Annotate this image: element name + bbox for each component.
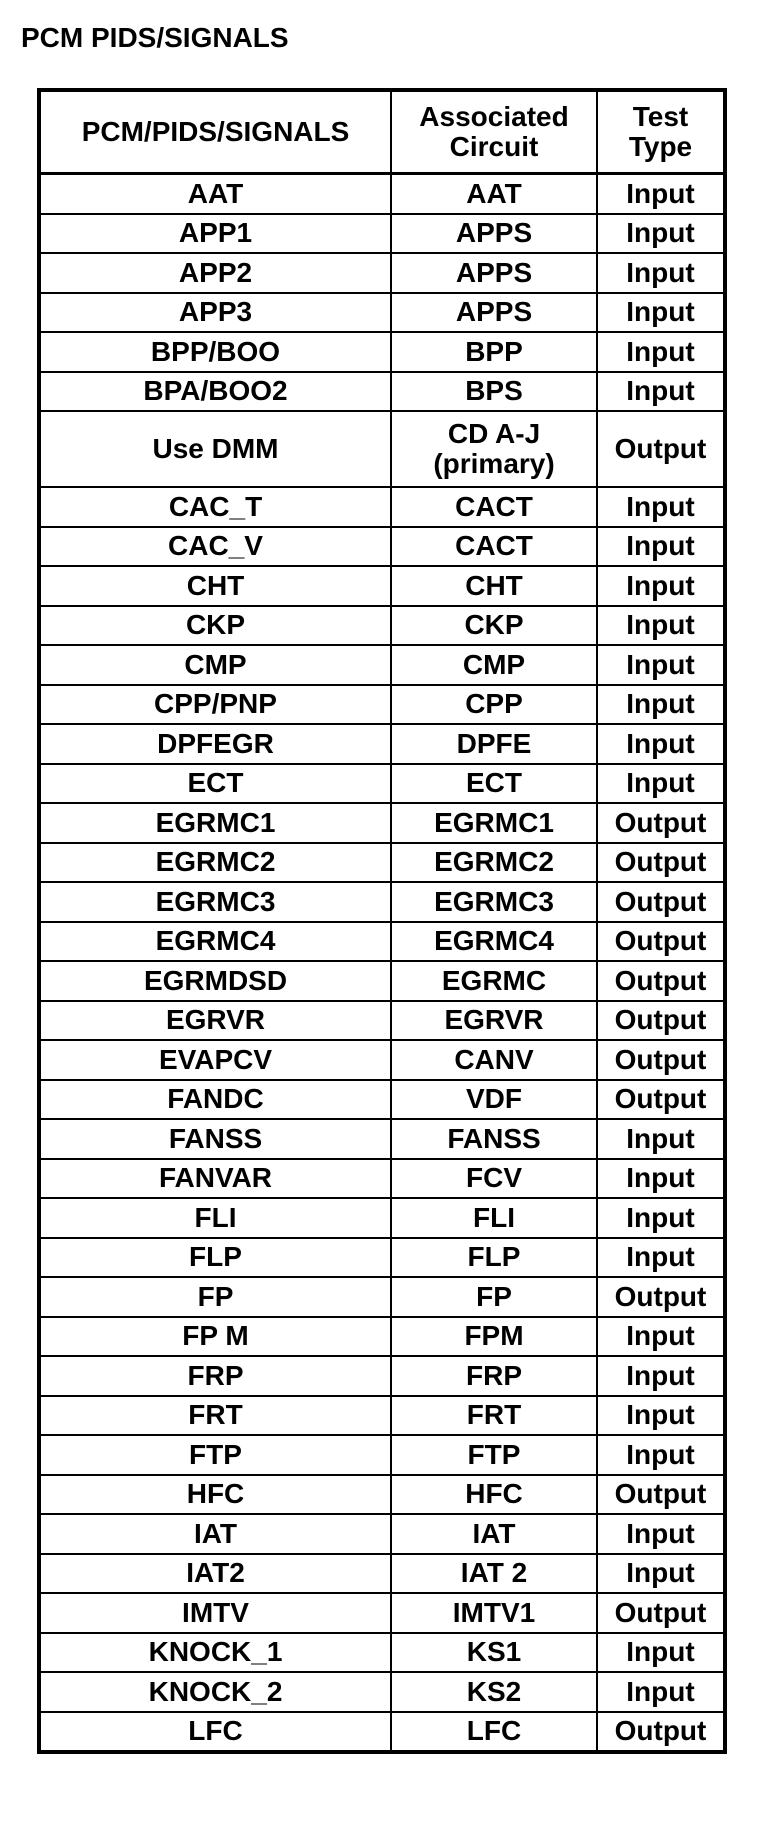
table-row (39, 843, 725, 883)
test-type-cell (597, 1317, 725, 1357)
test-type-value: Input (626, 256, 695, 288)
test-type-value: Output (614, 1478, 707, 1510)
pid-cell (39, 1277, 391, 1317)
pid-value: FANDC (167, 1083, 264, 1115)
circuit-cell (391, 332, 597, 372)
test-type-cell (597, 1475, 725, 1515)
test-type-cell (597, 1238, 725, 1278)
table-row (39, 372, 725, 412)
table-row (39, 724, 725, 764)
pid-value: CPP/PNP (154, 688, 277, 720)
circuit-cell (391, 527, 597, 567)
table-row (39, 527, 725, 567)
test-type-cell (597, 253, 725, 293)
test-type-cell (597, 606, 725, 646)
test-type-cell (597, 724, 725, 764)
pid-cell (39, 214, 391, 254)
pid-value: FTP (189, 1438, 242, 1470)
test-type-value: Input (626, 335, 695, 367)
test-type-value: Output (614, 1004, 707, 1036)
table-row (39, 1159, 725, 1199)
test-type-value: Input (626, 767, 695, 799)
table-body (39, 174, 725, 1753)
pid-cell (39, 1159, 391, 1199)
test-type-value: Input (626, 609, 695, 641)
test-type-cell (597, 645, 725, 685)
circuit-value: APPS (455, 217, 533, 249)
pid-value: EVAPCV (158, 1043, 273, 1075)
test-type-cell (597, 1159, 725, 1199)
circuit-cell (391, 214, 597, 254)
pid-cell (39, 527, 391, 567)
circuit-value: AAT (466, 177, 522, 209)
test-type-cell (597, 293, 725, 333)
circuit-cell (391, 1356, 597, 1396)
circuit-cell (391, 1593, 597, 1633)
circuit-cell (391, 803, 597, 843)
pid-value: EGRMC4 (155, 925, 276, 957)
circuit-cell (391, 1238, 597, 1278)
test-type-value: Output (614, 964, 707, 996)
test-type-value: Input (626, 375, 695, 407)
circuit-value: DPFE (456, 727, 532, 759)
circuit-value: IAT 2 (460, 1557, 528, 1589)
test-type-cell (597, 566, 725, 606)
pid-cell (39, 1475, 391, 1515)
circuit-cell (391, 411, 597, 487)
pid-value: FANSS (168, 1122, 263, 1154)
circuit-value: CKP (464, 609, 524, 641)
circuit-cell (391, 1475, 597, 1515)
pid-value: APP2 (178, 256, 253, 288)
table-row (39, 685, 725, 725)
pid-value: BPA/BOO2 (143, 375, 288, 407)
pid-cell (39, 253, 391, 293)
circuit-value: FPM (464, 1320, 524, 1352)
test-type-cell (597, 1001, 725, 1041)
pid-cell (39, 922, 391, 962)
circuit-cell (391, 1080, 597, 1120)
test-type-value: Input (626, 1675, 695, 1707)
table-row (39, 1435, 725, 1475)
test-type-value: Output (614, 1280, 707, 1312)
pid-cell (39, 1080, 391, 1120)
pid-value: CMP (184, 648, 247, 680)
pid-cell (39, 293, 391, 333)
test-type-value: Input (626, 1359, 695, 1391)
page-title: PCM PIDS/SIGNALS (21, 22, 289, 53)
pid-value: APP1 (178, 217, 253, 249)
pid-cell (39, 1514, 391, 1554)
test-type-value: Input (626, 1557, 695, 1589)
pid-cell (39, 1672, 391, 1712)
test-type-cell (597, 882, 725, 922)
pid-cell (39, 566, 391, 606)
table-row (39, 332, 725, 372)
table-header-row (39, 90, 725, 174)
circuit-cell (391, 961, 597, 1001)
test-type-cell (597, 1672, 725, 1712)
pid-cell (39, 1396, 391, 1436)
circuit-cell (391, 1712, 597, 1753)
pid-value: IMTV (182, 1596, 249, 1628)
test-type-value: Input (626, 530, 695, 562)
circuit-cell (391, 174, 597, 214)
circuit-value: KS1 (466, 1636, 522, 1668)
pid-value: EGRMC2 (155, 846, 276, 878)
table-row (39, 1277, 725, 1317)
pid-cell (39, 843, 391, 883)
pid-cell (39, 1593, 391, 1633)
table-row (39, 1040, 725, 1080)
pid-cell (39, 411, 391, 487)
table-row (39, 293, 725, 333)
pid-cell (39, 1198, 391, 1238)
test-type-cell (597, 764, 725, 804)
header-associated-circuit-line2: Circuit (449, 131, 539, 162)
circuit-cell (391, 1001, 597, 1041)
pid-cell (39, 882, 391, 922)
test-type-cell (597, 411, 725, 487)
test-type-cell (597, 922, 725, 962)
table-row (39, 645, 725, 685)
header-pid-signals-label: PCM/PIDS/SIGNALS (81, 116, 350, 147)
circuit-value: EGRMC3 (434, 885, 554, 917)
pid-value: CAC_V (168, 530, 263, 562)
pid-value: FRT (188, 1399, 243, 1431)
circuit-value: KS2 (466, 1675, 522, 1707)
pid-value: CKP (185, 609, 246, 641)
pid-cell (39, 487, 391, 527)
test-type-value: Input (626, 296, 695, 328)
test-type-cell (597, 1080, 725, 1120)
circuit-value: IAT (472, 1517, 516, 1549)
table-row (39, 1356, 725, 1396)
test-type-cell (597, 1277, 725, 1317)
table-row (39, 1672, 725, 1712)
table-row (39, 487, 725, 527)
circuit-cell (391, 724, 597, 764)
pid-value: DPFEGR (157, 727, 274, 759)
circuit-cell (391, 685, 597, 725)
circuit-cell (391, 882, 597, 922)
circuit-cell (391, 372, 597, 412)
circuit-cell (391, 922, 597, 962)
circuit-cell (391, 645, 597, 685)
test-type-cell (597, 174, 725, 214)
circuit-cell (391, 1672, 597, 1712)
circuit-value: CPP (465, 688, 523, 720)
pid-signal-table (37, 88, 727, 1754)
table-row (39, 882, 725, 922)
pid-value: Use DMM (152, 433, 279, 464)
pid-cell (39, 174, 391, 214)
pid-cell (39, 961, 391, 1001)
table-row (39, 1633, 725, 1673)
table-row (39, 253, 725, 293)
test-type-value: Input (626, 1162, 695, 1194)
test-type-cell (597, 1633, 725, 1673)
circuit-value: APPS (455, 256, 533, 288)
pid-value: KNOCK_2 (148, 1675, 283, 1707)
table-row (39, 606, 725, 646)
table-row (39, 411, 725, 487)
pid-cell (39, 1119, 391, 1159)
test-type-cell (597, 1040, 725, 1080)
test-type-value: Input (626, 490, 695, 522)
circuit-cell (391, 1119, 597, 1159)
circuit-value: IMTV1 (452, 1596, 536, 1628)
table-row (39, 1593, 725, 1633)
test-type-value: Output (614, 1043, 707, 1075)
circuit-value: FP (476, 1280, 512, 1312)
test-type-value: Input (626, 1122, 695, 1154)
table-row (39, 1317, 725, 1357)
circuit-value: BPP (465, 335, 523, 367)
header-test-type (597, 90, 725, 174)
pid-value: FLP (189, 1241, 242, 1273)
circuit-value: HFC (465, 1478, 523, 1510)
test-type-value: Input (626, 688, 695, 720)
pid-value: FRP (187, 1359, 244, 1391)
test-type-cell (597, 843, 725, 883)
test-type-value: Output (614, 1715, 707, 1747)
circuit-value: EGRMC (441, 964, 547, 996)
circuit-cell (391, 843, 597, 883)
table-row (39, 922, 725, 962)
test-type-cell (597, 1119, 725, 1159)
pid-value: IAT (193, 1517, 238, 1549)
pid-cell (39, 685, 391, 725)
circuit-value: EGRMC4 (434, 925, 554, 957)
circuit-cell (391, 764, 597, 804)
circuit-cell (391, 606, 597, 646)
test-type-cell (597, 685, 725, 725)
test-type-value: Input (626, 217, 695, 249)
header-test-type-line1: Test (632, 101, 689, 132)
test-type-cell (597, 372, 725, 412)
test-type-value: Input (626, 648, 695, 680)
header-associated-circuit-line1: Associated (419, 101, 569, 132)
pid-cell (39, 332, 391, 372)
test-type-value: Input (626, 1201, 695, 1233)
test-type-value: Output (614, 885, 707, 917)
pid-cell (39, 1435, 391, 1475)
pid-cell (39, 1238, 391, 1278)
pid-value: CAC_T (168, 490, 263, 522)
test-type-value: Output (614, 1083, 707, 1115)
header-associated-circuit (391, 90, 597, 174)
test-type-value: Input (626, 1399, 695, 1431)
header-test-type-line2: Type (628, 131, 693, 162)
circuit-value: LFC (466, 1715, 522, 1747)
table-row (39, 961, 725, 1001)
pid-value: CHT (186, 569, 245, 601)
table-row (39, 1712, 725, 1753)
circuit-value: EGRVR (444, 1004, 544, 1036)
pid-cell (39, 606, 391, 646)
test-type-cell (597, 214, 725, 254)
table-row (39, 566, 725, 606)
circuit-cell (391, 487, 597, 527)
pid-value: BPP/BOO (150, 335, 281, 367)
circuit-cell (391, 1435, 597, 1475)
table-row (39, 1475, 725, 1515)
pid-value: EGRMC3 (155, 885, 276, 917)
pid-cell (39, 1712, 391, 1753)
circuit-cell (391, 1317, 597, 1357)
circuit-cell (391, 1277, 597, 1317)
circuit-value: CANV (454, 1043, 534, 1075)
circuit-value: CACT (455, 490, 533, 522)
table-row (39, 764, 725, 804)
circuit-value: EGRMC2 (434, 846, 554, 878)
header-pid-signals (39, 90, 391, 174)
test-type-value: Input (626, 569, 695, 601)
pid-cell (39, 1554, 391, 1594)
circuit-cell (391, 1396, 597, 1436)
table-row (39, 1001, 725, 1041)
circuit-value: FANSS (447, 1122, 541, 1154)
table-row (39, 174, 725, 214)
test-type-value: Input (626, 727, 695, 759)
test-type-cell (597, 1356, 725, 1396)
test-type-cell (597, 1435, 725, 1475)
pid-value: FLI (194, 1201, 237, 1233)
circuit-cell (391, 1040, 597, 1080)
test-type-value: Output (614, 846, 707, 878)
pid-value: FP M (182, 1320, 249, 1352)
table-row (39, 1080, 725, 1120)
circuit-cell (391, 1633, 597, 1673)
table-row (39, 1238, 725, 1278)
test-type-value: Output (614, 1596, 707, 1628)
test-type-cell (597, 1554, 725, 1594)
test-type-cell (597, 332, 725, 372)
pid-value: APP3 (178, 296, 253, 328)
table-row (39, 803, 725, 843)
circuit-value-line2: (primary) (433, 448, 555, 479)
circuit-value: FCV (466, 1162, 522, 1194)
pid-value: FP (197, 1280, 234, 1312)
test-type-value: Input (626, 1320, 695, 1352)
test-type-value: Output (614, 925, 707, 957)
test-type-cell (597, 1712, 725, 1753)
test-type-cell (597, 1198, 725, 1238)
test-type-cell (597, 961, 725, 1001)
pid-value: FANVAR (158, 1162, 273, 1194)
circuit-cell (391, 293, 597, 333)
pid-cell (39, 1356, 391, 1396)
pid-value: EGRVR (165, 1004, 266, 1036)
circuit-cell (391, 566, 597, 606)
circuit-value: FLI (473, 1201, 515, 1233)
pid-cell (39, 803, 391, 843)
pid-cell (39, 1040, 391, 1080)
circuit-value: FTP (467, 1438, 521, 1470)
pid-cell (39, 372, 391, 412)
circuit-value: EGRMC1 (434, 806, 554, 838)
circuit-value: FLP (467, 1241, 521, 1273)
circuit-value: CHT (465, 569, 523, 601)
pid-value: KNOCK_1 (148, 1636, 283, 1668)
table-row (39, 1119, 725, 1159)
circuit-value: CACT (455, 530, 533, 562)
circuit-value: BPS (465, 375, 523, 407)
circuit-cell (391, 1514, 597, 1554)
circuit-cell (391, 1554, 597, 1594)
circuit-value: FRP (466, 1359, 522, 1391)
pid-value: LFC (188, 1715, 243, 1747)
test-type-value: Input (626, 177, 695, 209)
pid-cell (39, 764, 391, 804)
circuit-value: ECT (466, 767, 522, 799)
pid-value: ECT (187, 767, 244, 799)
circuit-value: CMP (462, 648, 526, 680)
circuit-value: FRT (466, 1399, 522, 1431)
test-type-cell (597, 1593, 725, 1633)
test-type-cell (597, 487, 725, 527)
circuit-value: CD A-J (447, 418, 541, 449)
pid-cell (39, 1317, 391, 1357)
pid-value: EGRMC1 (155, 806, 276, 838)
circuit-cell (391, 1198, 597, 1238)
test-type-value: Output (614, 806, 707, 838)
pid-value: EGRMDSD (143, 964, 288, 996)
table-row (39, 1198, 725, 1238)
test-type-value: Input (626, 1438, 695, 1470)
test-type-cell (597, 803, 725, 843)
circuit-cell (391, 1159, 597, 1199)
test-type-cell (597, 527, 725, 567)
test-type-value: Input (626, 1636, 695, 1668)
test-type-value: Input (626, 1517, 695, 1549)
pid-cell (39, 1001, 391, 1041)
circuit-value: VDF (466, 1083, 522, 1115)
pid-cell (39, 724, 391, 764)
pid-cell (39, 1633, 391, 1673)
table-row (39, 1396, 725, 1436)
table-row (39, 1554, 725, 1594)
pid-value: AAT (187, 177, 244, 209)
circuit-cell (391, 253, 597, 293)
table-row (39, 214, 725, 254)
test-type-cell (597, 1514, 725, 1554)
test-type-cell (597, 1396, 725, 1436)
circuit-value: APPS (455, 296, 533, 328)
pid-cell (39, 645, 391, 685)
table-row (39, 1514, 725, 1554)
pid-value: IAT2 (186, 1557, 245, 1589)
test-type-value: Output (614, 433, 707, 464)
test-type-value: Input (626, 1241, 695, 1273)
pid-value: HFC (186, 1478, 245, 1510)
